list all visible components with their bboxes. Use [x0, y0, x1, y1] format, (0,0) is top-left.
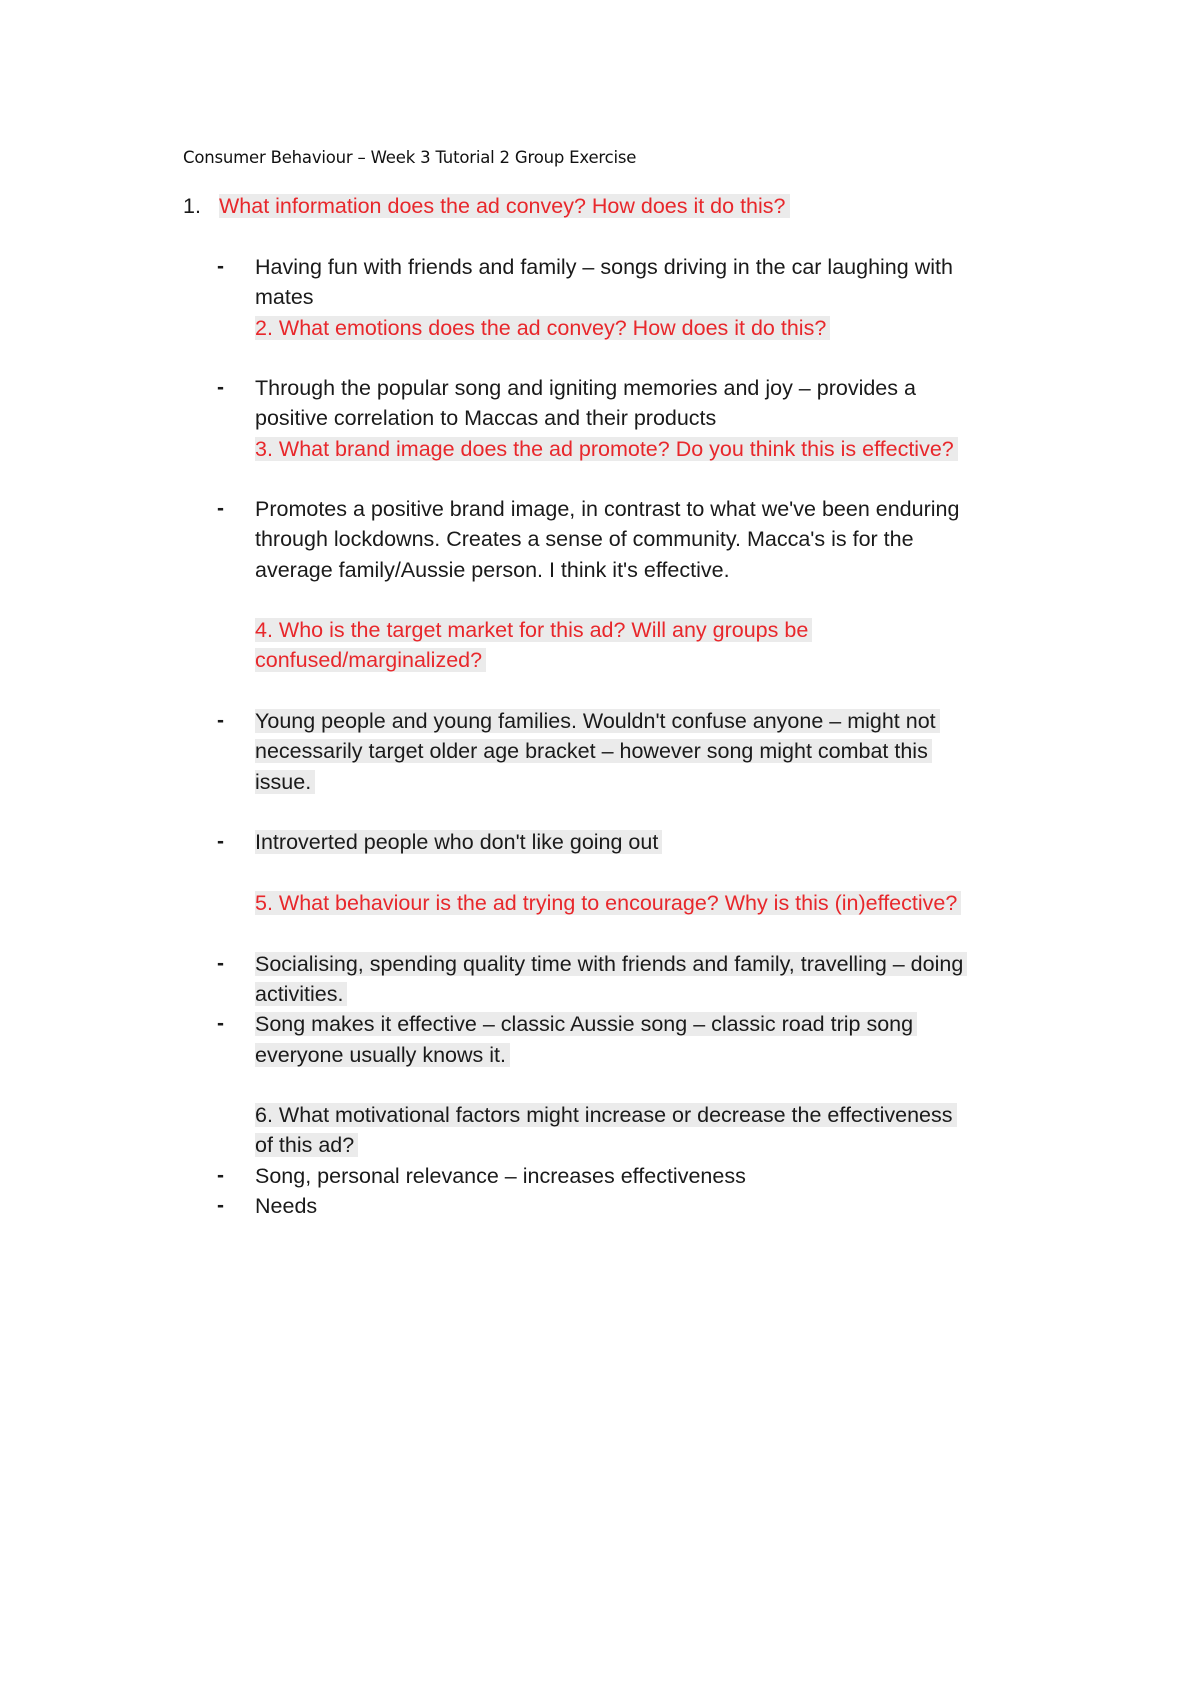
answer-4b-text: Introverted people who don't like going out — [255, 830, 662, 854]
answer-4a-line-3 — [255, 767, 315, 797]
question-6-text-2: of this ad? — [255, 1133, 358, 1157]
answer-3-line-3: average family/Aussie person. I think it's effective. — [255, 558, 730, 582]
answer-6a: Song, personal relevance – increases effectiveness — [255, 1164, 746, 1188]
bullet-dash: - — [217, 830, 224, 853]
answer-3-line-2: through lockdowns. Creates a sense of community. Macca's is for the — [255, 527, 914, 551]
question-2-text: 2. What emotions does the ad convey? How does it do this? — [255, 316, 830, 340]
answer-3-line-1: Promotes a positive brand image, in contrast to what we've been enduring — [255, 497, 960, 521]
answer-5a-text-2: activities. — [255, 982, 347, 1006]
bullet-dash: - — [217, 1194, 224, 1217]
bullet-dash: - — [217, 952, 224, 975]
answer-1-line-2: mates — [255, 285, 314, 309]
answer-5b-line-2 — [255, 1040, 510, 1070]
bullet-dash: - — [217, 709, 224, 732]
answer-5a-line-2 — [255, 979, 347, 1009]
question-4-text-1: 4. Who is the target market for this ad? Will any groups be — [255, 618, 812, 642]
question-4-text-2: confused/marginalized? — [255, 648, 486, 672]
question-1-number: 1. — [183, 194, 201, 218]
document-title: Consumer Behaviour – Week 3 Tutorial 2 Group Exercise — [183, 148, 637, 167]
answer-5b-text-2: everyone usually knows it. — [255, 1043, 510, 1067]
bullet-dash: - — [217, 497, 224, 520]
answer-5b-text-1: Song makes it effective – classic Aussie song – classic road trip song — [255, 1012, 917, 1036]
question-4-line-2 — [255, 645, 486, 675]
answer-5a-text-1: Socialising, spending quality time with friends and family, travelling – doing — [255, 952, 967, 976]
answer-1-line-1: Having fun with friends and family – songs driving in the car laughing with — [255, 255, 953, 279]
answer-4a-line-1 — [255, 706, 940, 736]
answer-6b: Needs — [255, 1194, 318, 1218]
question-5-text: 5. What behaviour is the ad trying to encourage? Why is this (in)effective? — [255, 891, 961, 915]
question-4-line-1 — [255, 615, 812, 645]
bullet-dash: - — [217, 1164, 224, 1187]
question-3-text: 3. What brand image does the ad promote? Do you think this is effective? — [255, 437, 958, 461]
question-6-line-1 — [255, 1100, 957, 1130]
bullet-dash: - — [217, 255, 224, 278]
answer-4b-line-1 — [255, 827, 662, 857]
answer-4a-text-2: necessarily target older age bracket – however song might combat this — [255, 739, 932, 763]
question-6-line-2 — [255, 1130, 358, 1160]
answer-4a-text-3: issue. — [255, 770, 315, 794]
bullet-dash: - — [217, 376, 224, 399]
question-2 — [255, 313, 830, 343]
answer-2-line-2: positive correlation to Maccas and their products — [255, 406, 717, 430]
answer-4a-line-2 — [255, 736, 932, 766]
bullet-dash: - — [217, 1012, 224, 1035]
question-1 — [219, 191, 790, 221]
answer-2-line-1: Through the popular song and igniting memories and joy – provides a — [255, 376, 916, 400]
question-3 — [255, 434, 958, 464]
answer-4a-text-1: Young people and young families. Wouldn't confuse anyone – might not — [255, 709, 940, 733]
answer-5b-line-1 — [255, 1009, 917, 1039]
question-6-text-1: 6. What motivational factors might increase or decrease the effectiveness — [255, 1103, 957, 1127]
answer-5a-line-1 — [255, 949, 967, 979]
question-1-text: What information does the ad convey? How does it do this? — [219, 194, 790, 218]
question-5 — [255, 888, 961, 918]
